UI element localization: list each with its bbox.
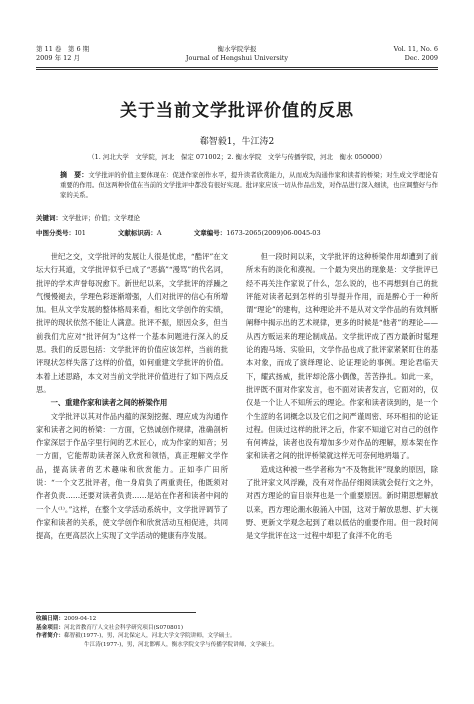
authors: 郗智毅1，牛江涛2 [199,137,275,147]
clc [36,229,86,237]
article-no-value: 1673-2065(2009)06-0045-03 [226,229,321,237]
section-heading: 一、重建作家和读者之间的桥梁作用 [50,398,168,408]
paragraph: 文学批评以其对作品内蕴的深刻挖掘、理应成为沟通作家和读者之间的桥梁：一方面，它热诚创作规律，准确剖析作家深层于作品字里行间的艺术匠心，成为作家的知音；另一方面，它能帮助读者深入欣赏和领悟，真正理解文学作品，提高读者的艺术趣味和欣赏能力。正如李广田所说：“一个文艺批评者，他一身肩负了两重责任，他既须对作者负责……还要对读者负责……是站在作者和读者中间的一个人⁽¹⁾。”这样，在整个文学活动系统中，文学批评调节了作家和读者的关系，使文学创作和欣赏活动互相促进，共同提高，在更高层次上实现了文学活动的健康有序发展。 [36,411,228,541]
abstract-label: 摘 要： [60,171,89,179]
bio-line [36,632,438,641]
volume-cn: 第 11 卷 第 6 期 [36,45,90,53]
doc-code-label: 文献标识码： [117,229,157,237]
header-rule-thin [36,69,438,70]
clc-label: 中图分类号： [36,229,75,237]
date-en: Dec. 2009 [404,54,438,62]
running-header [36,45,438,67]
abstract [60,170,438,201]
affiliation: （1. 河北大学 文学院，河北 保定 071002；2. 衡水学院 文学与传播学院，河北 衡水 050000） [88,153,386,161]
paragraph: 世纪之交，文学批评的发展让人很是忧虑，“酷评”在文坛大行其道，文学批评似乎已成了“恶搞”“漫骂”的代名词，批评的学术声誉每况愈下。新世纪以来，文学批评的浮躁之气慢慢褪去，学理色彩逐渐增强，人们对批评的信心有所增加。但从文学发展的整体格局来看，相比文学创作的实绩，批评的现状依然不能让人满意。批评不振，原因众多，但当前我们尤应对“批评何为”这样一个基本问题进行深入的反思。我们的反思包括：文学批评的价值应该怎样，当前的批评现状怎样失落了这样的价值，如何重建文学批评的价值。本着上述思路，本文对当前文学批评价值进行了如下两点反思。 [36,252,228,394]
abstract-text: 文学批评的价值主要体现在：促进作家创作水平，提升读者欣赏能力，从而成为沟通作家和读者的桥梁；对生成文学理论有重要的作用。但这两种价值在当前的文学批评中都没有很好实现。批评家应该一切从作品出发，对作品进行深入细读，也应调整好与作家的关系。 [60,171,439,200]
header-right [394,45,438,63]
fund-label: 基金项目： [36,624,64,631]
left-column [36,250,228,543]
fund-line [36,624,438,633]
keywords-label: 关键词： [36,214,62,222]
article-title: 关于当前文学批评价值的反思 [120,101,354,121]
fund-text: 河北省教育厅人文社会科学研究项目(S070801) [63,624,184,631]
received-date: 2009-04-12 [63,616,97,622]
footnote-rule [36,612,196,613]
classification-line [36,228,438,237]
volume-en: Vol. 11, No. 6 [393,45,438,53]
journal-en: Journal of Hengshui University [185,54,289,62]
doc-code-value: A [156,229,162,237]
clc-value: I01 [75,229,86,237]
paragraph: 但一段时间以来，文学批评的这种桥梁作用却遭到了前所未有的淡化和漠视。一个最为突出的现象是：文学批评已经不再关注作家说了什么，怎么说的，也不再想到自己的批评能对读者起到怎样的引导提升作用，而是醉心于一种所谓“理论”的建构，这种理论并不是从对文学作品的有效判断阐释中揭示出的艺术规律，更多的时候是“他者”的理论——从西方贩运来的理论制成品。文学批评成了西方最新时髦理论的跑马场、实验田，文学作品也成了批评家紧紧盯住的基本对象，而成了演绎理论、论证理论的事例。理论君临天下，耀武扬威，批评却沦落小偶像，苦苦挣扎。如此一来，批评既不面对作家发言，也不面对读者发言，它面对的，仅仅是一个让人不知所云的理论。作家和读者读到的，是一个个生涩的名词概念以及它们之间严谨周密、环环相扣的论证过程。但读过这样的批评之后，作家不知道它对自己的创作有何裨益，读者也没有增加多少对作品的理解，原本架在作家和读者之间的批评桥梁就这样无可奈何地坍塌了。 [246,252,438,461]
article-no-label: 文章编号： [193,229,227,237]
header-rule [36,67,438,68]
right-column [246,250,438,543]
header-center [36,45,438,63]
received-line [36,615,438,624]
bio-1: 郗智毅(1977-)，男，河北保定人，河北大学文学院讲师，文学硕士。 [63,633,236,640]
received-label: 收稿日期： [36,616,64,622]
bio-line-2: 牛江涛(1977-)，男，河北邯郸人，衡水学院文学与传播学院讲师，文学硕士。 [84,641,278,648]
article-no [194,229,321,237]
paragraph: 造成这种被一些学者称为“不及物批评”现象的原因，除了批评家文风浮躁，没有对作品仔细阅读就会促行文之外，对西方理论的盲目崇拜也是一个重要原因。新时期思想解放以来，西方理论潮水般涌入中国，这对于解放思想、扩大视野、更新文学观念起到了难以低估的重要作用。但一段时间是文学批评在这一过程中却犯了食洋不化的毛 [246,464,438,541]
bio-label: 作者简介： [36,633,64,640]
footnotes [36,615,438,649]
date-cn: 2009 年 12 月 [36,54,81,62]
doc-code [118,229,162,237]
keywords-text: 文学批评；价值；文学理论 [62,214,140,222]
journal-cn: 衡水学院学报 [217,45,257,53]
keywords [36,213,438,222]
